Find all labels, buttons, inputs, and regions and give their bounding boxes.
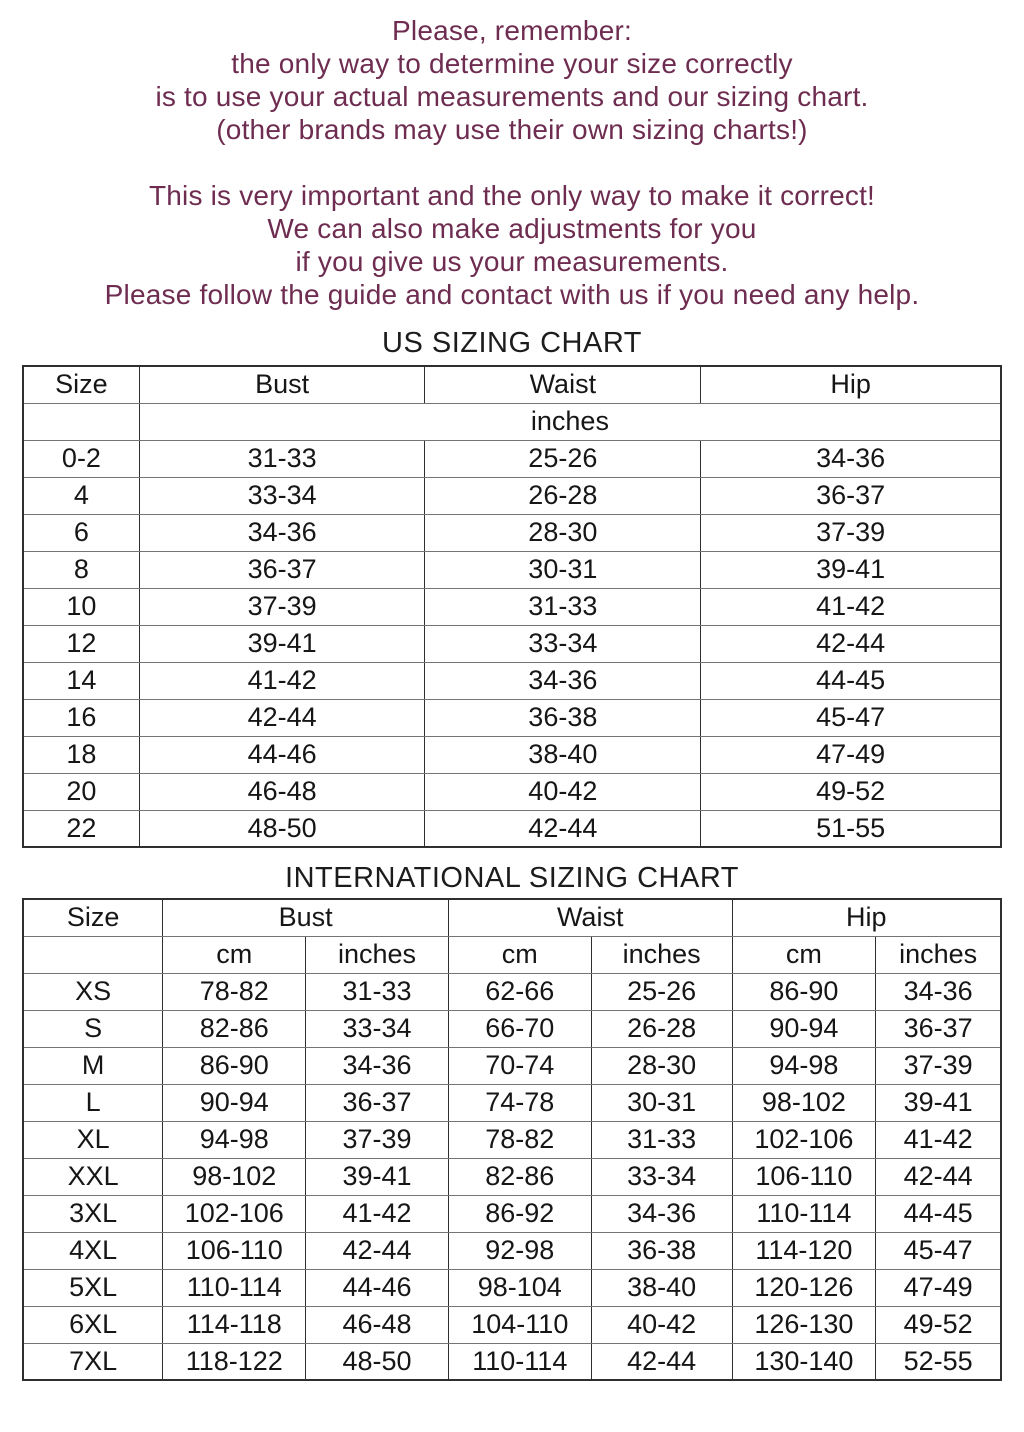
- table-row: [23, 810, 1001, 847]
- us-sizing-table: [22, 365, 1002, 848]
- bust-inches-cell: 46-48: [306, 1306, 449, 1343]
- column-header-waist: Waist: [425, 366, 701, 403]
- bust-inches-cell: 31-33: [306, 973, 449, 1010]
- intl-chart-title: INTERNATIONAL SIZING CHART: [285, 862, 739, 894]
- bust-cm-cell: 106-110: [163, 1232, 306, 1269]
- hip-cm-cell: 114-120: [732, 1232, 876, 1269]
- waist-cell: 33-34: [425, 625, 701, 662]
- hip-inches-cell: 47-49: [876, 1269, 1001, 1306]
- size-cell: M: [23, 1047, 163, 1084]
- waist-inches-cell: 30-31: [591, 1084, 732, 1121]
- table-row: [23, 736, 1001, 773]
- bust-cell: 48-50: [139, 810, 425, 847]
- intro-line: (other brands may use their own sizing charts!): [216, 114, 808, 145]
- hip-cell: 41-42: [701, 588, 1001, 625]
- us-chart-title: US SIZING CHART: [382, 327, 642, 359]
- size-cell: 6XL: [23, 1306, 163, 1343]
- hip-inches-cell: 42-44: [876, 1158, 1001, 1195]
- waist-inches-cell: 28-30: [591, 1047, 732, 1084]
- table-row: [23, 773, 1001, 810]
- size-cell: XS: [23, 973, 163, 1010]
- waist-inches-cell: 33-34: [591, 1158, 732, 1195]
- waist-inches-cell: 34-36: [591, 1195, 732, 1232]
- unit-header-cm: cm: [732, 936, 876, 973]
- waist-cm-cell: 66-70: [448, 1010, 591, 1047]
- us-units-row: [23, 403, 1001, 440]
- intl-sizing-table: [22, 898, 1002, 1381]
- size-cell: XL: [23, 1121, 163, 1158]
- intro-line: is to use your actual measurements and our sizing chart.: [155, 81, 869, 112]
- intro-line: We can also make adjustments for you: [267, 213, 757, 244]
- hip-inches-cell: 45-47: [876, 1232, 1001, 1269]
- hip-cell: 47-49: [701, 736, 1001, 773]
- hip-cm-cell: 130-140: [732, 1343, 876, 1380]
- table-row: [23, 440, 1001, 477]
- waist-cm-cell: 82-86: [448, 1158, 591, 1195]
- table-row: [23, 1010, 1001, 1047]
- size-cell: 7XL: [23, 1343, 163, 1380]
- us-header-row: [23, 366, 1001, 403]
- size-cell: 16: [23, 699, 139, 736]
- column-header-bust: Bust: [163, 899, 449, 936]
- unit-header-cm: cm: [448, 936, 591, 973]
- hip-cell: 34-36: [701, 440, 1001, 477]
- size-cell: 6: [23, 514, 139, 551]
- size-cell: 3XL: [23, 1195, 163, 1232]
- table-row: [23, 1084, 1001, 1121]
- table-row: [23, 477, 1001, 514]
- bust-cm-cell: 78-82: [163, 973, 306, 1010]
- waist-cell: 36-38: [425, 699, 701, 736]
- waist-cell: 34-36: [425, 662, 701, 699]
- hip-cm-cell: 106-110: [732, 1158, 876, 1195]
- bust-cell: 46-48: [139, 773, 425, 810]
- bust-inches-cell: 37-39: [306, 1121, 449, 1158]
- hip-inches-cell: 52-55: [876, 1343, 1001, 1380]
- bust-cell: 39-41: [139, 625, 425, 662]
- waist-cell: 38-40: [425, 736, 701, 773]
- table-row: [23, 699, 1001, 736]
- hip-cell: 49-52: [701, 773, 1001, 810]
- hip-cm-cell: 98-102: [732, 1084, 876, 1121]
- intro-line: This is very important and the only way to make it correct!: [148, 180, 876, 211]
- size-cell: 4XL: [23, 1232, 163, 1269]
- size-cell: 18: [23, 736, 139, 773]
- bust-cell: 34-36: [139, 514, 425, 551]
- bust-inches-cell: 41-42: [306, 1195, 449, 1232]
- waist-cm-cell: 62-66: [448, 973, 591, 1010]
- column-header-size: Size: [23, 899, 163, 936]
- hip-cell: 39-41: [701, 551, 1001, 588]
- bust-cm-cell: 94-98: [163, 1121, 306, 1158]
- hip-cm-cell: 102-106: [732, 1121, 876, 1158]
- size-cell: XXL: [23, 1158, 163, 1195]
- table-row: [23, 1047, 1001, 1084]
- hip-cm-cell: 86-90: [732, 973, 876, 1010]
- waist-inches-cell: 38-40: [591, 1269, 732, 1306]
- column-header-hip: Hip: [732, 899, 1001, 936]
- hip-cm-cell: 94-98: [732, 1047, 876, 1084]
- size-cell: 0-2: [23, 440, 139, 477]
- hip-cm-cell: 110-114: [732, 1195, 876, 1232]
- waist-cm-cell: 110-114: [448, 1343, 591, 1380]
- table-row: [23, 1232, 1001, 1269]
- column-header-bust: Bust: [139, 366, 425, 403]
- intl-units-row: [23, 936, 1001, 973]
- size-cell: 5XL: [23, 1269, 163, 1306]
- bust-cm-cell: 102-106: [163, 1195, 306, 1232]
- table-row: [23, 1121, 1001, 1158]
- bust-cm-cell: 118-122: [163, 1343, 306, 1380]
- bust-cm-cell: 98-102: [163, 1158, 306, 1195]
- waist-inches-cell: 26-28: [591, 1010, 732, 1047]
- hip-cm-cell: 90-94: [732, 1010, 876, 1047]
- table-row: [23, 973, 1001, 1010]
- waist-inches-cell: 31-33: [591, 1121, 732, 1158]
- bust-cell: 31-33: [139, 440, 425, 477]
- unit-header-inches: inches: [876, 936, 1001, 973]
- bust-cm-cell: 114-118: [163, 1306, 306, 1343]
- table-row: [23, 1343, 1001, 1380]
- intl-header-row: [23, 899, 1001, 936]
- size-cell: S: [23, 1010, 163, 1047]
- hip-cell: 42-44: [701, 625, 1001, 662]
- bust-cm-cell: 82-86: [163, 1010, 306, 1047]
- empty-cell: [23, 936, 163, 973]
- bust-cell: 36-37: [139, 551, 425, 588]
- column-header-hip: Hip: [701, 366, 1001, 403]
- hip-cell: 44-45: [701, 662, 1001, 699]
- unit-header-cm: cm: [163, 936, 306, 973]
- bust-cell: 41-42: [139, 662, 425, 699]
- table-row: [23, 1158, 1001, 1195]
- table-row: [23, 588, 1001, 625]
- table-row: [23, 625, 1001, 662]
- waist-cell: 30-31: [425, 551, 701, 588]
- bust-inches-cell: 48-50: [306, 1343, 449, 1380]
- waist-cell: 28-30: [425, 514, 701, 551]
- waist-cm-cell: 70-74: [448, 1047, 591, 1084]
- intro-text: [0, 0, 1024, 311]
- hip-cell: 45-47: [701, 699, 1001, 736]
- intro-stanza-1: [0, 14, 1024, 146]
- waist-cell: 40-42: [425, 773, 701, 810]
- hip-cm-cell: 126-130: [732, 1306, 876, 1343]
- column-header-waist: Waist: [448, 899, 732, 936]
- unit-header-inches: inches: [591, 936, 732, 973]
- hip-cell: 37-39: [701, 514, 1001, 551]
- waist-inches-cell: 42-44: [591, 1343, 732, 1380]
- size-cell: 8: [23, 551, 139, 588]
- bust-inches-cell: 34-36: [306, 1047, 449, 1084]
- intro-line: Please follow the guide and contact with us if you need any help.: [104, 279, 920, 310]
- waist-cm-cell: 86-92: [448, 1195, 591, 1232]
- intro-line: if you give us your measurements.: [295, 246, 729, 277]
- intro-line: the only way to determine your size correctly: [231, 48, 793, 79]
- hip-inches-cell: 36-37: [876, 1010, 1001, 1047]
- size-cell: 22: [23, 810, 139, 847]
- column-header-size: Size: [23, 366, 139, 403]
- intro-line: Please, remember:: [392, 15, 632, 46]
- hip-inches-cell: 34-36: [876, 973, 1001, 1010]
- units-label-cell: inches: [139, 403, 1001, 440]
- hip-cell: 36-37: [701, 477, 1001, 514]
- hip-cm-cell: 120-126: [732, 1269, 876, 1306]
- bust-inches-cell: 44-46: [306, 1269, 449, 1306]
- bust-inches-cell: 36-37: [306, 1084, 449, 1121]
- bust-cell: 42-44: [139, 699, 425, 736]
- unit-header-inches: inches: [306, 936, 449, 973]
- size-cell: 10: [23, 588, 139, 625]
- table-row: [23, 514, 1001, 551]
- size-cell: 20: [23, 773, 139, 810]
- intro-stanza-2: [0, 179, 1024, 311]
- bust-cm-cell: 90-94: [163, 1084, 306, 1121]
- hip-inches-cell: 49-52: [876, 1306, 1001, 1343]
- waist-cm-cell: 78-82: [448, 1121, 591, 1158]
- waist-inches-cell: 36-38: [591, 1232, 732, 1269]
- waist-cell: 42-44: [425, 810, 701, 847]
- waist-cm-cell: 104-110: [448, 1306, 591, 1343]
- table-row: [23, 662, 1001, 699]
- size-cell: 4: [23, 477, 139, 514]
- waist-cell: 25-26: [425, 440, 701, 477]
- bust-inches-cell: 33-34: [306, 1010, 449, 1047]
- waist-cell: 31-33: [425, 588, 701, 625]
- bust-inches-cell: 42-44: [306, 1232, 449, 1269]
- bust-inches-cell: 39-41: [306, 1158, 449, 1195]
- hip-inches-cell: 41-42: [876, 1121, 1001, 1158]
- waist-cm-cell: 92-98: [448, 1232, 591, 1269]
- hip-cell: 51-55: [701, 810, 1001, 847]
- table-row: [23, 1306, 1001, 1343]
- bust-cell: 37-39: [139, 588, 425, 625]
- table-row: [23, 551, 1001, 588]
- size-cell: 12: [23, 625, 139, 662]
- waist-cm-cell: 98-104: [448, 1269, 591, 1306]
- waist-inches-cell: 25-26: [591, 973, 732, 1010]
- hip-inches-cell: 37-39: [876, 1047, 1001, 1084]
- table-row: [23, 1195, 1001, 1232]
- bust-cell: 33-34: [139, 477, 425, 514]
- waist-cm-cell: 74-78: [448, 1084, 591, 1121]
- bust-cm-cell: 86-90: [163, 1047, 306, 1084]
- empty-cell: [23, 403, 139, 440]
- bust-cell: 44-46: [139, 736, 425, 773]
- size-cell: L: [23, 1084, 163, 1121]
- hip-inches-cell: 44-45: [876, 1195, 1001, 1232]
- bust-cm-cell: 110-114: [163, 1269, 306, 1306]
- waist-cell: 26-28: [425, 477, 701, 514]
- waist-inches-cell: 40-42: [591, 1306, 732, 1343]
- size-cell: 14: [23, 662, 139, 699]
- hip-inches-cell: 39-41: [876, 1084, 1001, 1121]
- table-row: [23, 1269, 1001, 1306]
